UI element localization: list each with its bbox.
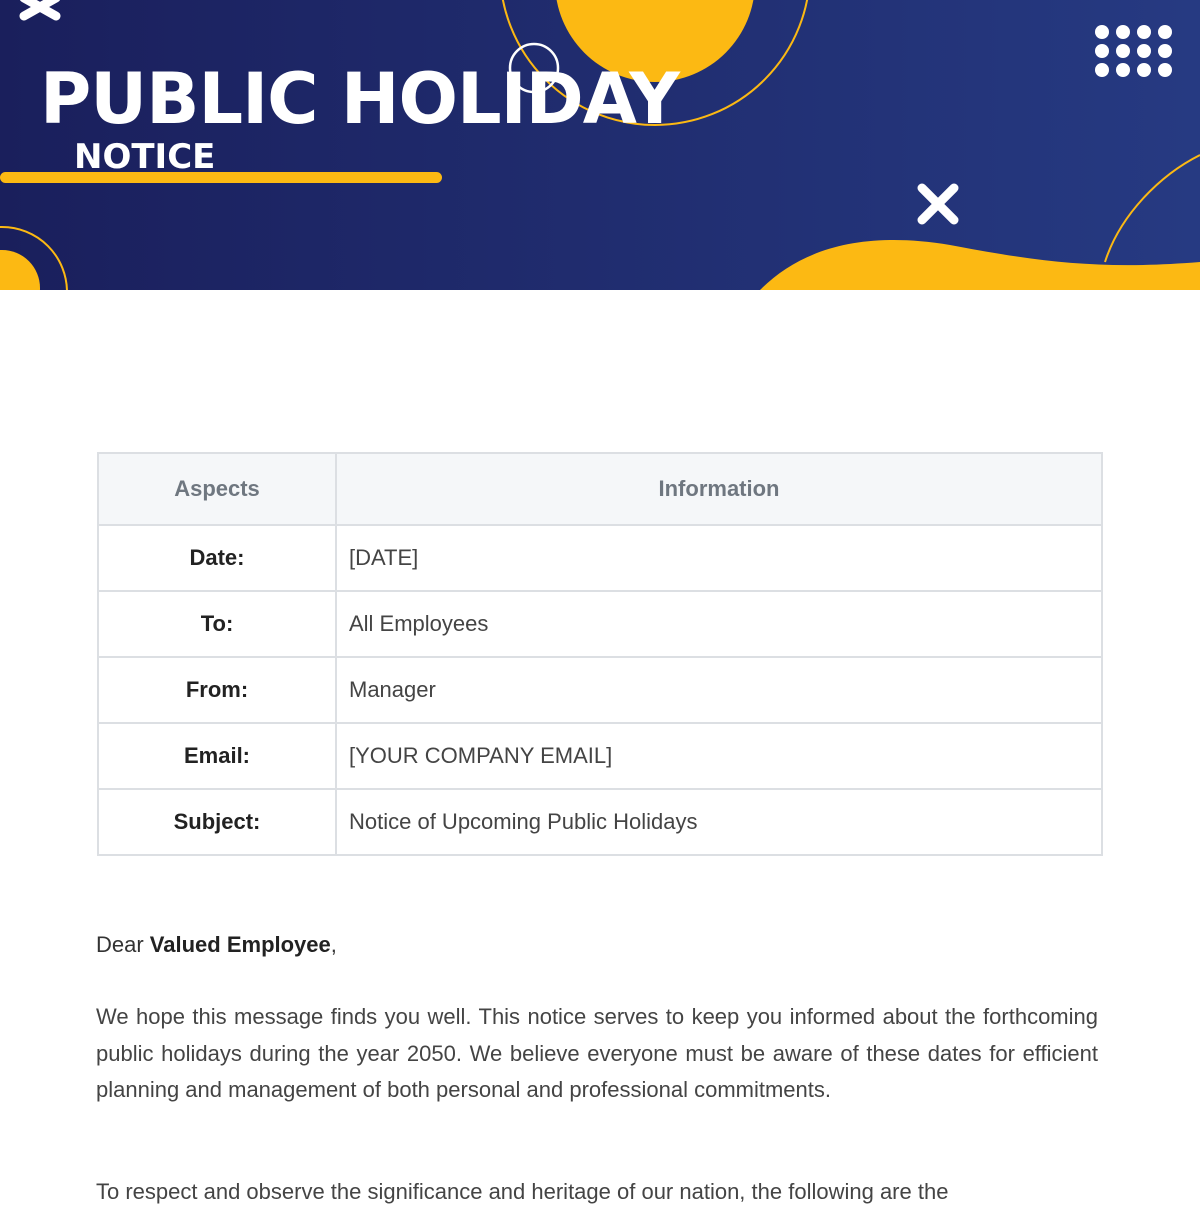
row-value-email: [YOUR COMPANY EMAIL] <box>336 723 1102 789</box>
greeting <box>96 928 337 962</box>
greeting-prefix: Dear <box>96 932 150 957</box>
row-value-from: Manager <box>336 657 1102 723</box>
row-label-email: Email: <box>98 723 336 789</box>
header-banner <box>0 0 1200 290</box>
table-row <box>98 657 1102 723</box>
row-label-from: From: <box>98 657 336 723</box>
column-header-information: Information <box>336 453 1102 525</box>
row-label-date: Date: <box>98 525 336 591</box>
table-row <box>98 525 1102 591</box>
row-value-subject: Notice of Upcoming Public Holidays <box>336 789 1102 855</box>
notice-info-table <box>97 452 1103 856</box>
title-underline <box>0 172 442 183</box>
row-label-subject: Subject: <box>98 789 336 855</box>
body-paragraph-intro: We hope this message finds you well. This notice serves to keep you informed about the forthcoming public holidays during the year 2050. We believe everyone must be aware of these dates for efficient planning and management of both personal and professional commitments. <box>96 1004 1098 1102</box>
greeting-name: Valued Employee <box>149 932 331 957</box>
table-header-row <box>98 453 1102 525</box>
row-value-to: All Employees <box>336 591 1102 657</box>
table-row <box>98 591 1102 657</box>
page-subtitle: NOTICE <box>74 137 216 177</box>
column-header-aspects: Aspects <box>98 453 336 525</box>
page-title: PUBLIC HOLIDAY <box>40 58 679 140</box>
row-label-to: To: <box>98 591 336 657</box>
table-row <box>98 723 1102 789</box>
greeting-suffix: , <box>330 932 337 957</box>
row-value-date: [DATE] <box>336 525 1102 591</box>
body-paragraph-holidays: To respect and observe the significance and heritage of our nation, the following are the <box>96 1179 949 1204</box>
table-row <box>98 789 1102 855</box>
